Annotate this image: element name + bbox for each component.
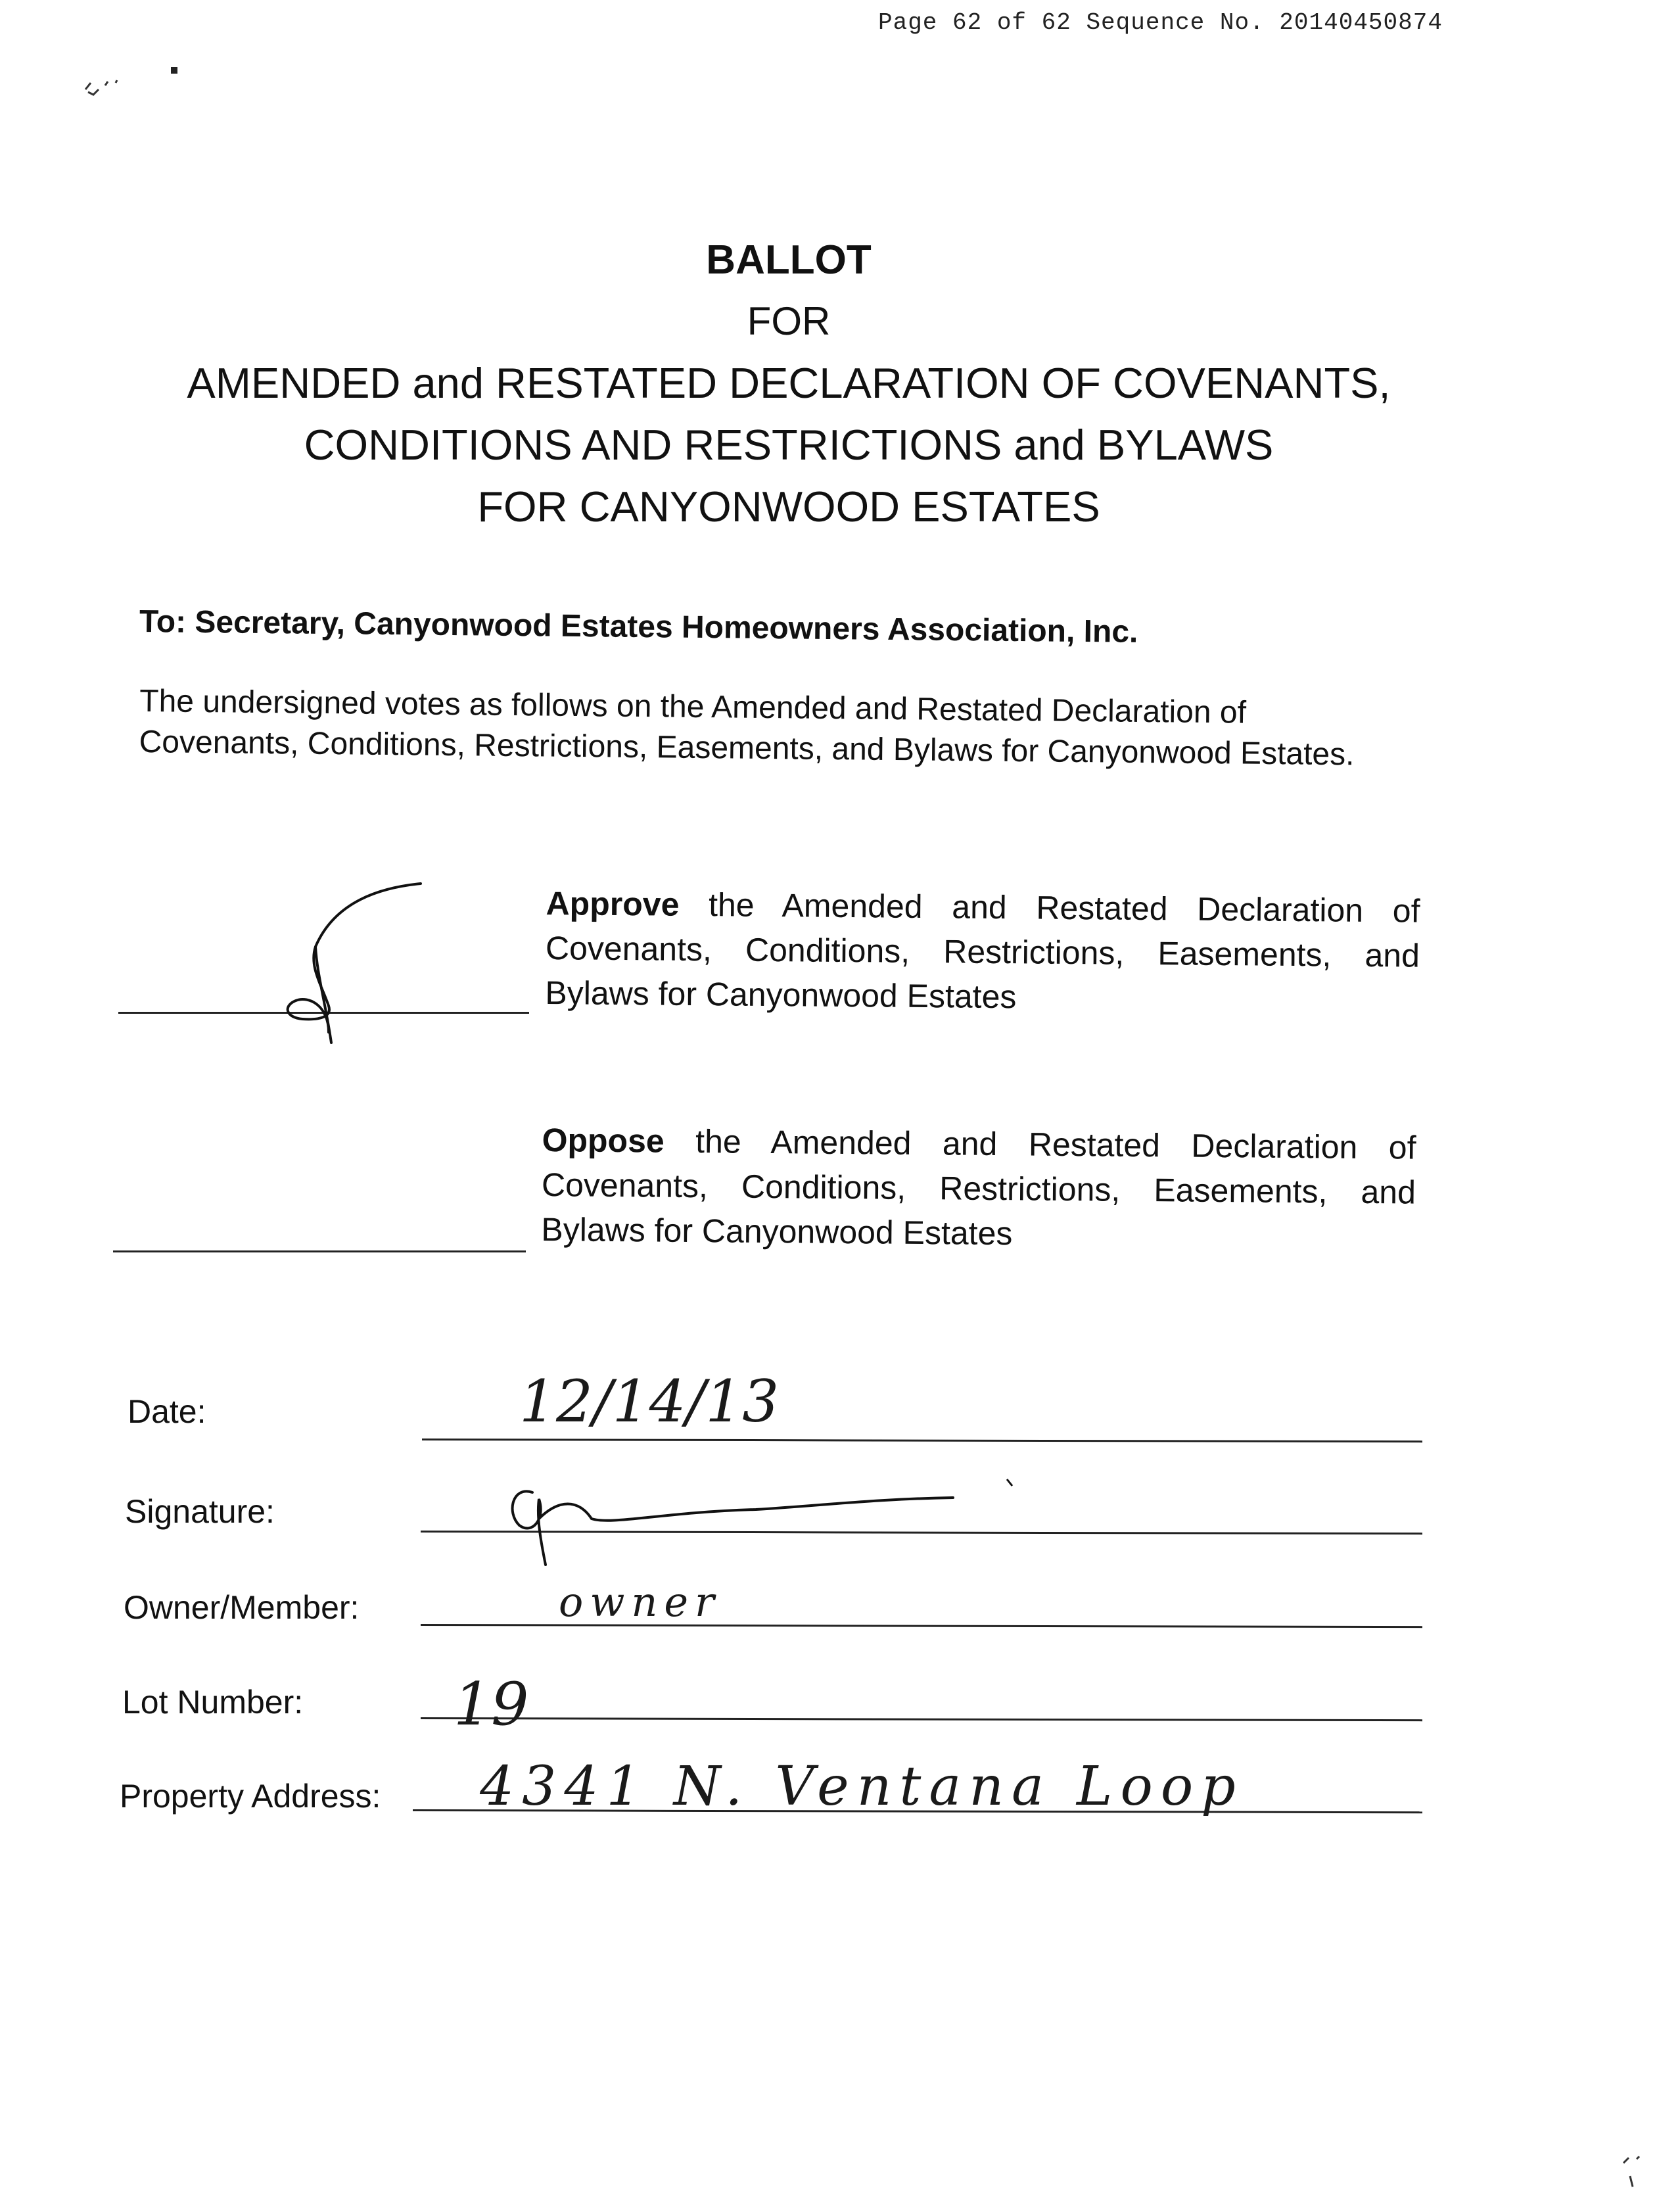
lot-number-value-handwritten: 19 [454, 1670, 529, 1739]
owner-member-value-handwritten: owner [559, 1578, 721, 1626]
lot-number-field-line[interactable] [421, 1717, 1422, 1721]
signature-label: Signature: [125, 1493, 275, 1530]
date-field-line[interactable] [422, 1438, 1422, 1442]
owner-signature [493, 1473, 1019, 1571]
ballot-title [0, 230, 1577, 538]
scan-speck-marks [79, 63, 210, 116]
date-label: Date: [128, 1393, 206, 1430]
oppose-description: the Amended and Restated Declaration of Covenants, Conditions, Restrictions, Easements, and Bylaws for Canyonwood Estates [541, 1122, 1416, 1252]
title-ballot: BALLOT [706, 237, 872, 283]
title-for: FOR [747, 299, 831, 343]
addressee-line: To: Secretary, Canyonwood Estates Homeowners Association, Inc. [139, 604, 1138, 650]
owner-member-label: Owner/Member: [124, 1589, 360, 1626]
scan-corner-mark [1617, 2150, 1656, 2189]
intro-paragraph: The undersigned votes as follows on the Amended and Restated Declaration of Covenants, Conditions, Restrictions, Easements, and Bylaws for Canyonwood Estates. [139, 684, 1355, 773]
oppose-keyword: Oppose [542, 1122, 665, 1160]
oppose-signature-line[interactable] [113, 1250, 526, 1252]
page-sequence-header: Page 62 of 62 Sequence No. 20140450874 [878, 9, 1443, 36]
property-address-value-handwritten: 4341 N. Ventana Loop [480, 1755, 1244, 1818]
approve-description: the Amended and Restated Declaration of Covenants, Conditions, Restrictions, Easements, and Bylaws for Canyonwood Estates [545, 886, 1420, 1016]
date-value-handwritten: 12/14/13 [519, 1367, 780, 1435]
oppose-option-text [541, 1118, 1416, 1260]
lot-number-label: Lot Number: [122, 1684, 304, 1721]
approve-mark-signature [263, 874, 434, 1045]
title-line3: AMENDED and RESTATED DECLARATION OF COVENANTS, [187, 359, 1391, 407]
title-line4: CONDITIONS AND RESTRICTIONS and BYLAWS [304, 421, 1274, 469]
title-line5: FOR CANYONWOOD ESTATES [477, 483, 1100, 531]
property-address-label: Property Address: [120, 1778, 381, 1815]
approve-keyword: Approve [546, 885, 680, 923]
approve-option-text [545, 881, 1420, 1023]
